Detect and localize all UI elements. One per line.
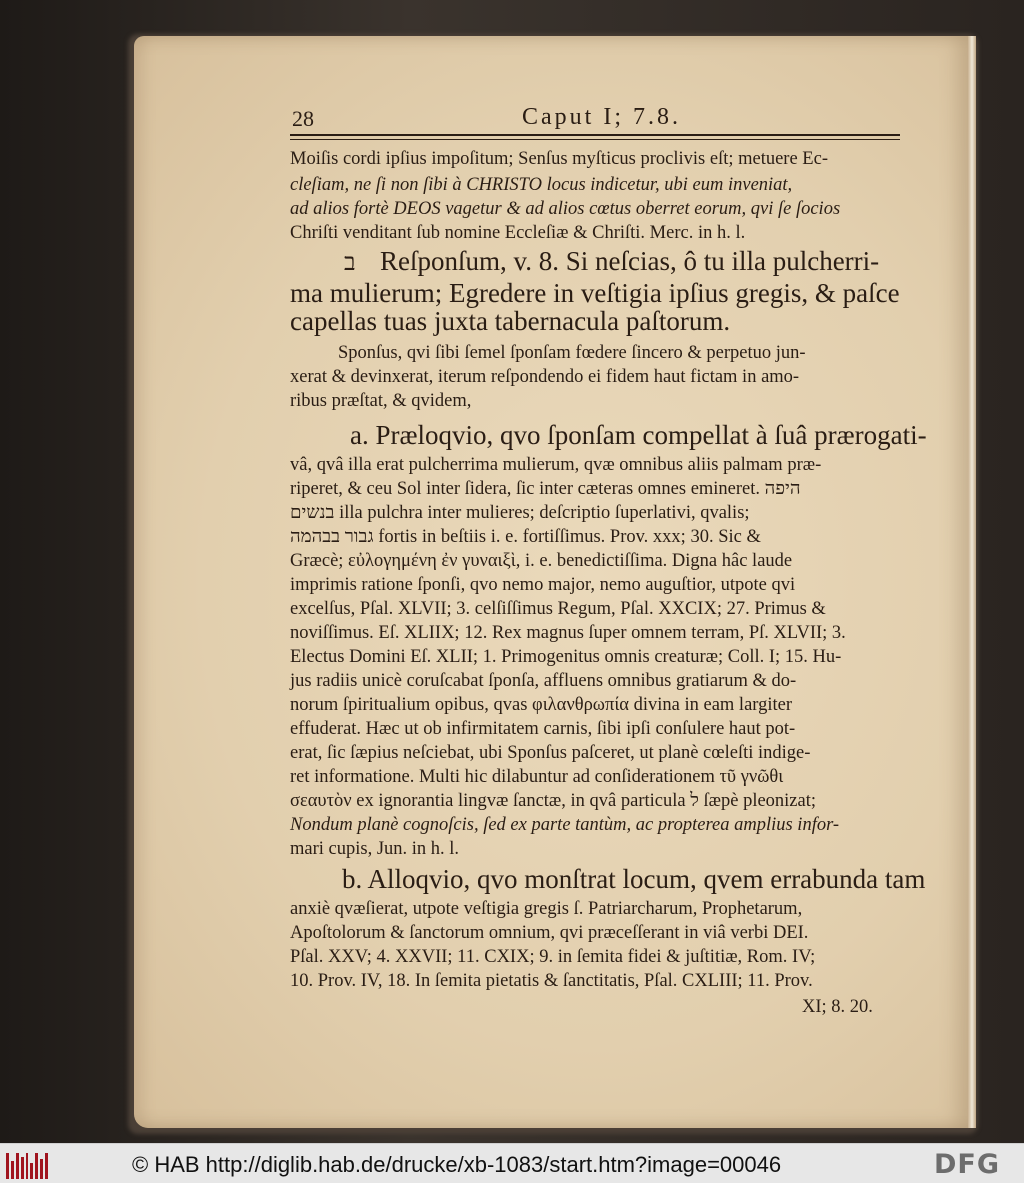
text-line: erat, ſic ſæpius neſciebat, ubi Sponſus paſceret, ut planè cœleſti indige- — [290, 743, 811, 763]
text-line: Electus Domini Eſ. XLII; 1. Primogenitus omnis creaturæ; Coll. I; 15. Hu- — [290, 647, 842, 667]
text-line: excelſus, Pſal. XLVII; 3. celſiſſimus Regum, Pſal. XXCIX; 27. Primus & — [290, 599, 826, 619]
dfg-logo: DFG — [934, 1149, 1001, 1180]
text-line: jus radiis unicè coruſcabat ſponſa, affluens omnibus gratiarum & do- — [290, 671, 797, 691]
text-line: ribus præſtat, & qvidem, — [290, 391, 472, 411]
text-line: Moiſis cordi ipſius impoſitum; Senſus myſticus proclivis eſt; metuere Ec- — [290, 149, 828, 169]
text-line: בנשים illa pulchra inter mulieres; deſcriptio ſuperlativi, qvalis; — [290, 503, 750, 523]
text-line: xerat & devinxerat, iterum reſpondendo ei fidem haut fictam in amo- — [290, 367, 800, 387]
hab-logo-icon — [6, 1149, 48, 1179]
hebrew-letter-marker: ב — [344, 248, 356, 276]
text-line: 10. Prov. IV, 18. In ſemita pietatis & ſanctitatis, Pſal. CXLIII; 11. Prov. — [290, 971, 813, 991]
text-line: ret informatione. Multi hic dilabuntur ad conſiderationem τῦ γνῶθι — [290, 767, 784, 787]
text-line: vâ, qvâ illa erat pulcherrima mulierum, qvæ omnibus aliis palmam præ- — [290, 455, 822, 475]
text-line: riperet, & ceu Sol inter ſidera, ſic inter cæteras omnes emineret. היפה — [290, 479, 801, 499]
source-url[interactable]: © HAB http://diglib.hab.de/drucke/xb-1083/start.htm?image=00046 — [132, 1152, 782, 1177]
text-line: anxiè qvæſierat, utpote veſtigia gregis ſ. Patriarcharum, Prophetarum, — [290, 899, 803, 919]
page-number: 28 — [292, 106, 314, 131]
text-line: גבור בבהמה fortis in beſtiis i. e. fortiſſimus. Prov. xxx; 30. Sic & — [290, 527, 761, 547]
text-line: Nondum planè cognoſcis, ſed ex parte tantùm, ac propterea amplius infor- — [290, 815, 840, 835]
text-line: noviſſimus. Eſ. XLIIX; 12. Rex magnus ſuper omnem terram, Pſ. XLVII; 3. — [290, 623, 846, 643]
text-line: σεαυτὸν ex ignorantia lingvæ ſanctæ, in qvâ particula ל ſæpè pleonizat; — [290, 791, 817, 811]
section-a-heading: a. Præloqvio, qvo ſponſam compellat à ſuâ prærogati- — [350, 420, 927, 450]
text-line: Chriſti venditant ſub nomine Eccleſiæ & Chriſti. Merc. in h. l. — [290, 223, 746, 243]
text-line: Græcè; εὐλογημένη ἐν γυναιξὶ, i. e. benedictiſſima. Digna hâc laude — [290, 551, 793, 571]
running-head — [290, 104, 900, 134]
text-line: norum ſpiritualium opibus, qvas φιλανθρωπία divina in eam largiter — [290, 695, 793, 715]
catchword: XI; 8. 20. — [802, 997, 873, 1017]
text-line: ad alios fortè DEOS vagetur & ad alios cœtus oberret eorum, qvi ſe ſocios — [290, 199, 841, 219]
text-line: Pſal. XXV; 4. XXVII; 11. CXIX; 9. in ſemita fidei & juſtitiæ, Rom. IV; — [290, 947, 816, 967]
chapter-heading: Caput I; 7.8. — [522, 104, 681, 130]
response-heading-line: Reſponſum, v. 8. Si neſcias, ô tu illa pulcherri- — [380, 246, 880, 276]
text-line: cleſiam, ne ſi non ſibi à CHRISTO locus indicetur, ubi eum inveniat, — [290, 175, 793, 195]
response-heading-line: ma mulierum; Egredere in veſtigia ipſius gregis, & paſce — [290, 278, 900, 308]
text-line: effuderat. Hæc ut ob infirmitatem carnis, ſibi ipſi conſulere haut pot- — [290, 719, 796, 739]
text-line: Sponſus, qvi ſibi ſemel ſponſam fœdere ſincero & perpetuo jun- — [338, 343, 806, 363]
page-edge — [968, 36, 976, 1128]
footer-bar — [0, 1143, 1024, 1183]
text-line: imprimis ratione ſponſi, qvo nemo major, nemo auguſtior, utpote qvi — [290, 575, 796, 595]
text-line: mari cupis, Jun. in h. l. — [290, 839, 460, 859]
response-heading-line: capellas tuas juxta tabernacula paſtorum. — [290, 306, 731, 336]
section-b-heading: b. Alloqvio, qvo monſtrat locum, qvem errabunda tam — [342, 864, 926, 894]
text-line: Apoſtolorum & ſanctorum omnium, qvi præceſſerant in viâ verbi DEI. — [290, 923, 809, 943]
heading-rule — [290, 134, 900, 140]
